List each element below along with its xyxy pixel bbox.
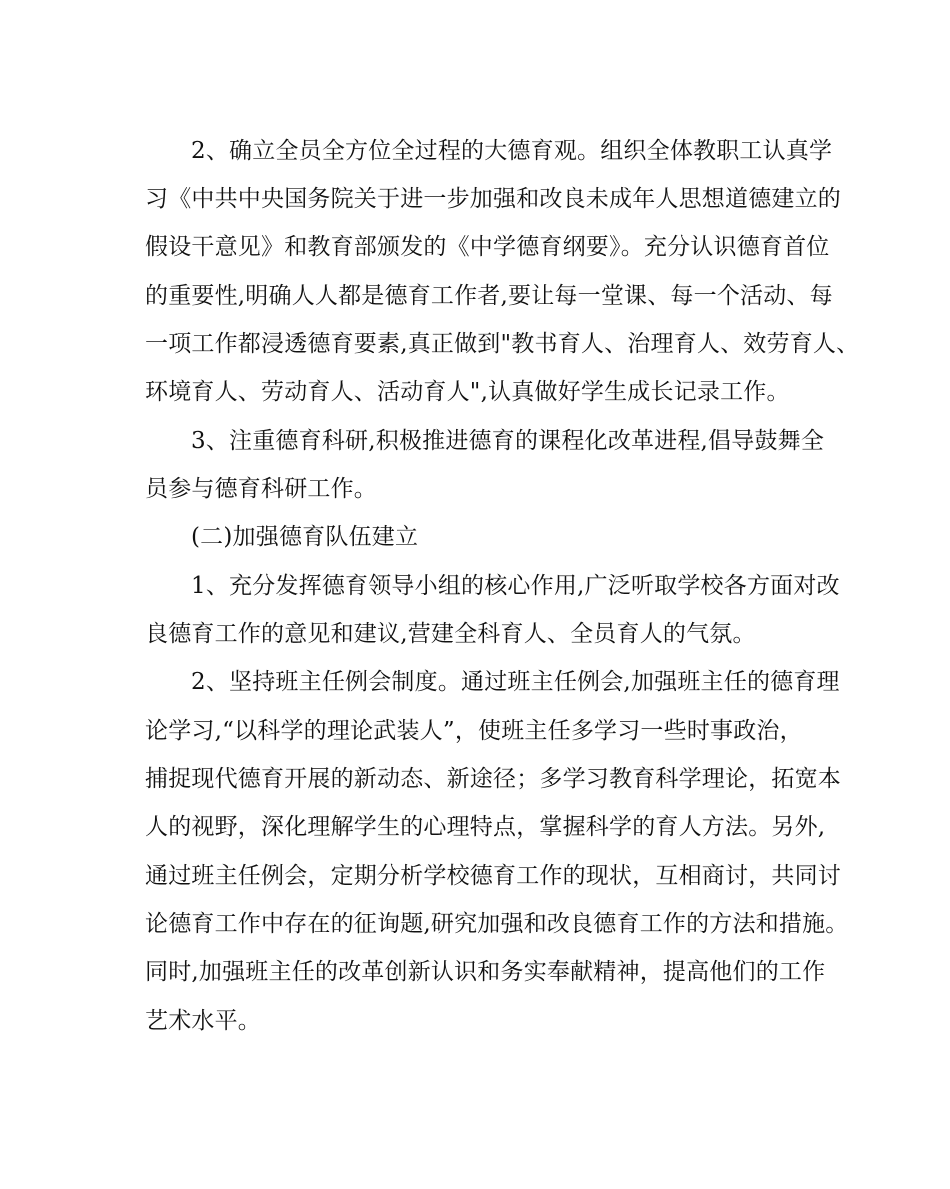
- text-line: 3、注重德育科研,积极推进德育的课程化改革进程,倡导鼓舞全: [191, 428, 825, 454]
- text-line: 论学习,“以科学的理论武装人”，使班主任多学习一些时事政治，: [145, 718, 803, 744]
- text-line: 1、充分发挥德育领导小组的核心作用,广泛听取学校各方面对改: [191, 573, 840, 599]
- text-line: 的重要性,明确人人都是德育工作者,要让每一堂课、每一个活动、每: [145, 283, 833, 309]
- text-line: 通过班主任例会，定期分析学校德育工作的现状，互相商讨，共同讨: [145, 863, 841, 889]
- section-heading: (二)加强德育队伍建立: [191, 524, 419, 550]
- text-line: 环境育人、劳动育人、活动育人",认真做好学生成长记录工作。: [145, 379, 790, 405]
- text-line: 习《中共中央国务院关于进一步加强和改良未成年人思想道德建立的: [145, 186, 841, 212]
- text-line: 一项工作都浸透德育要素,真正做到"教书育人、治理育人、效劳育人、: [145, 331, 860, 357]
- text-line: 同时,加强班主任的改革创新认识和务实奉献精神，提高他们的工作: [145, 959, 826, 985]
- text-line: 艺术水平。: [145, 1008, 261, 1034]
- text-line: 2、坚持班主任例会制度。通过班主任例会,加强班主任的德育理: [191, 669, 840, 695]
- text-line: 员参与德育科研工作。: [145, 476, 377, 502]
- text-line: 论德育工作中存在的征询题,研究加强和改良德育工作的方法和措施。: [145, 911, 849, 937]
- text-line: 捕捉现代德育开展的新动态、新途径；多学习教育科学理论，拓宽本: [145, 766, 841, 792]
- text-line: 假设干意见》和教育部颁发的《中学德育纲要》。充分认识德育首位: [145, 234, 830, 260]
- text-line: 2、确立全员全方位全过程的大德育观。组织全体教职工认真学: [191, 138, 833, 164]
- text-line: 良德育工作的意见和建议,营建全科育人、全员育人的气氛。: [145, 621, 756, 647]
- text-line: 人的视野，深化理解学生的心理特点，掌握科学的育人方法。另外,: [145, 814, 826, 840]
